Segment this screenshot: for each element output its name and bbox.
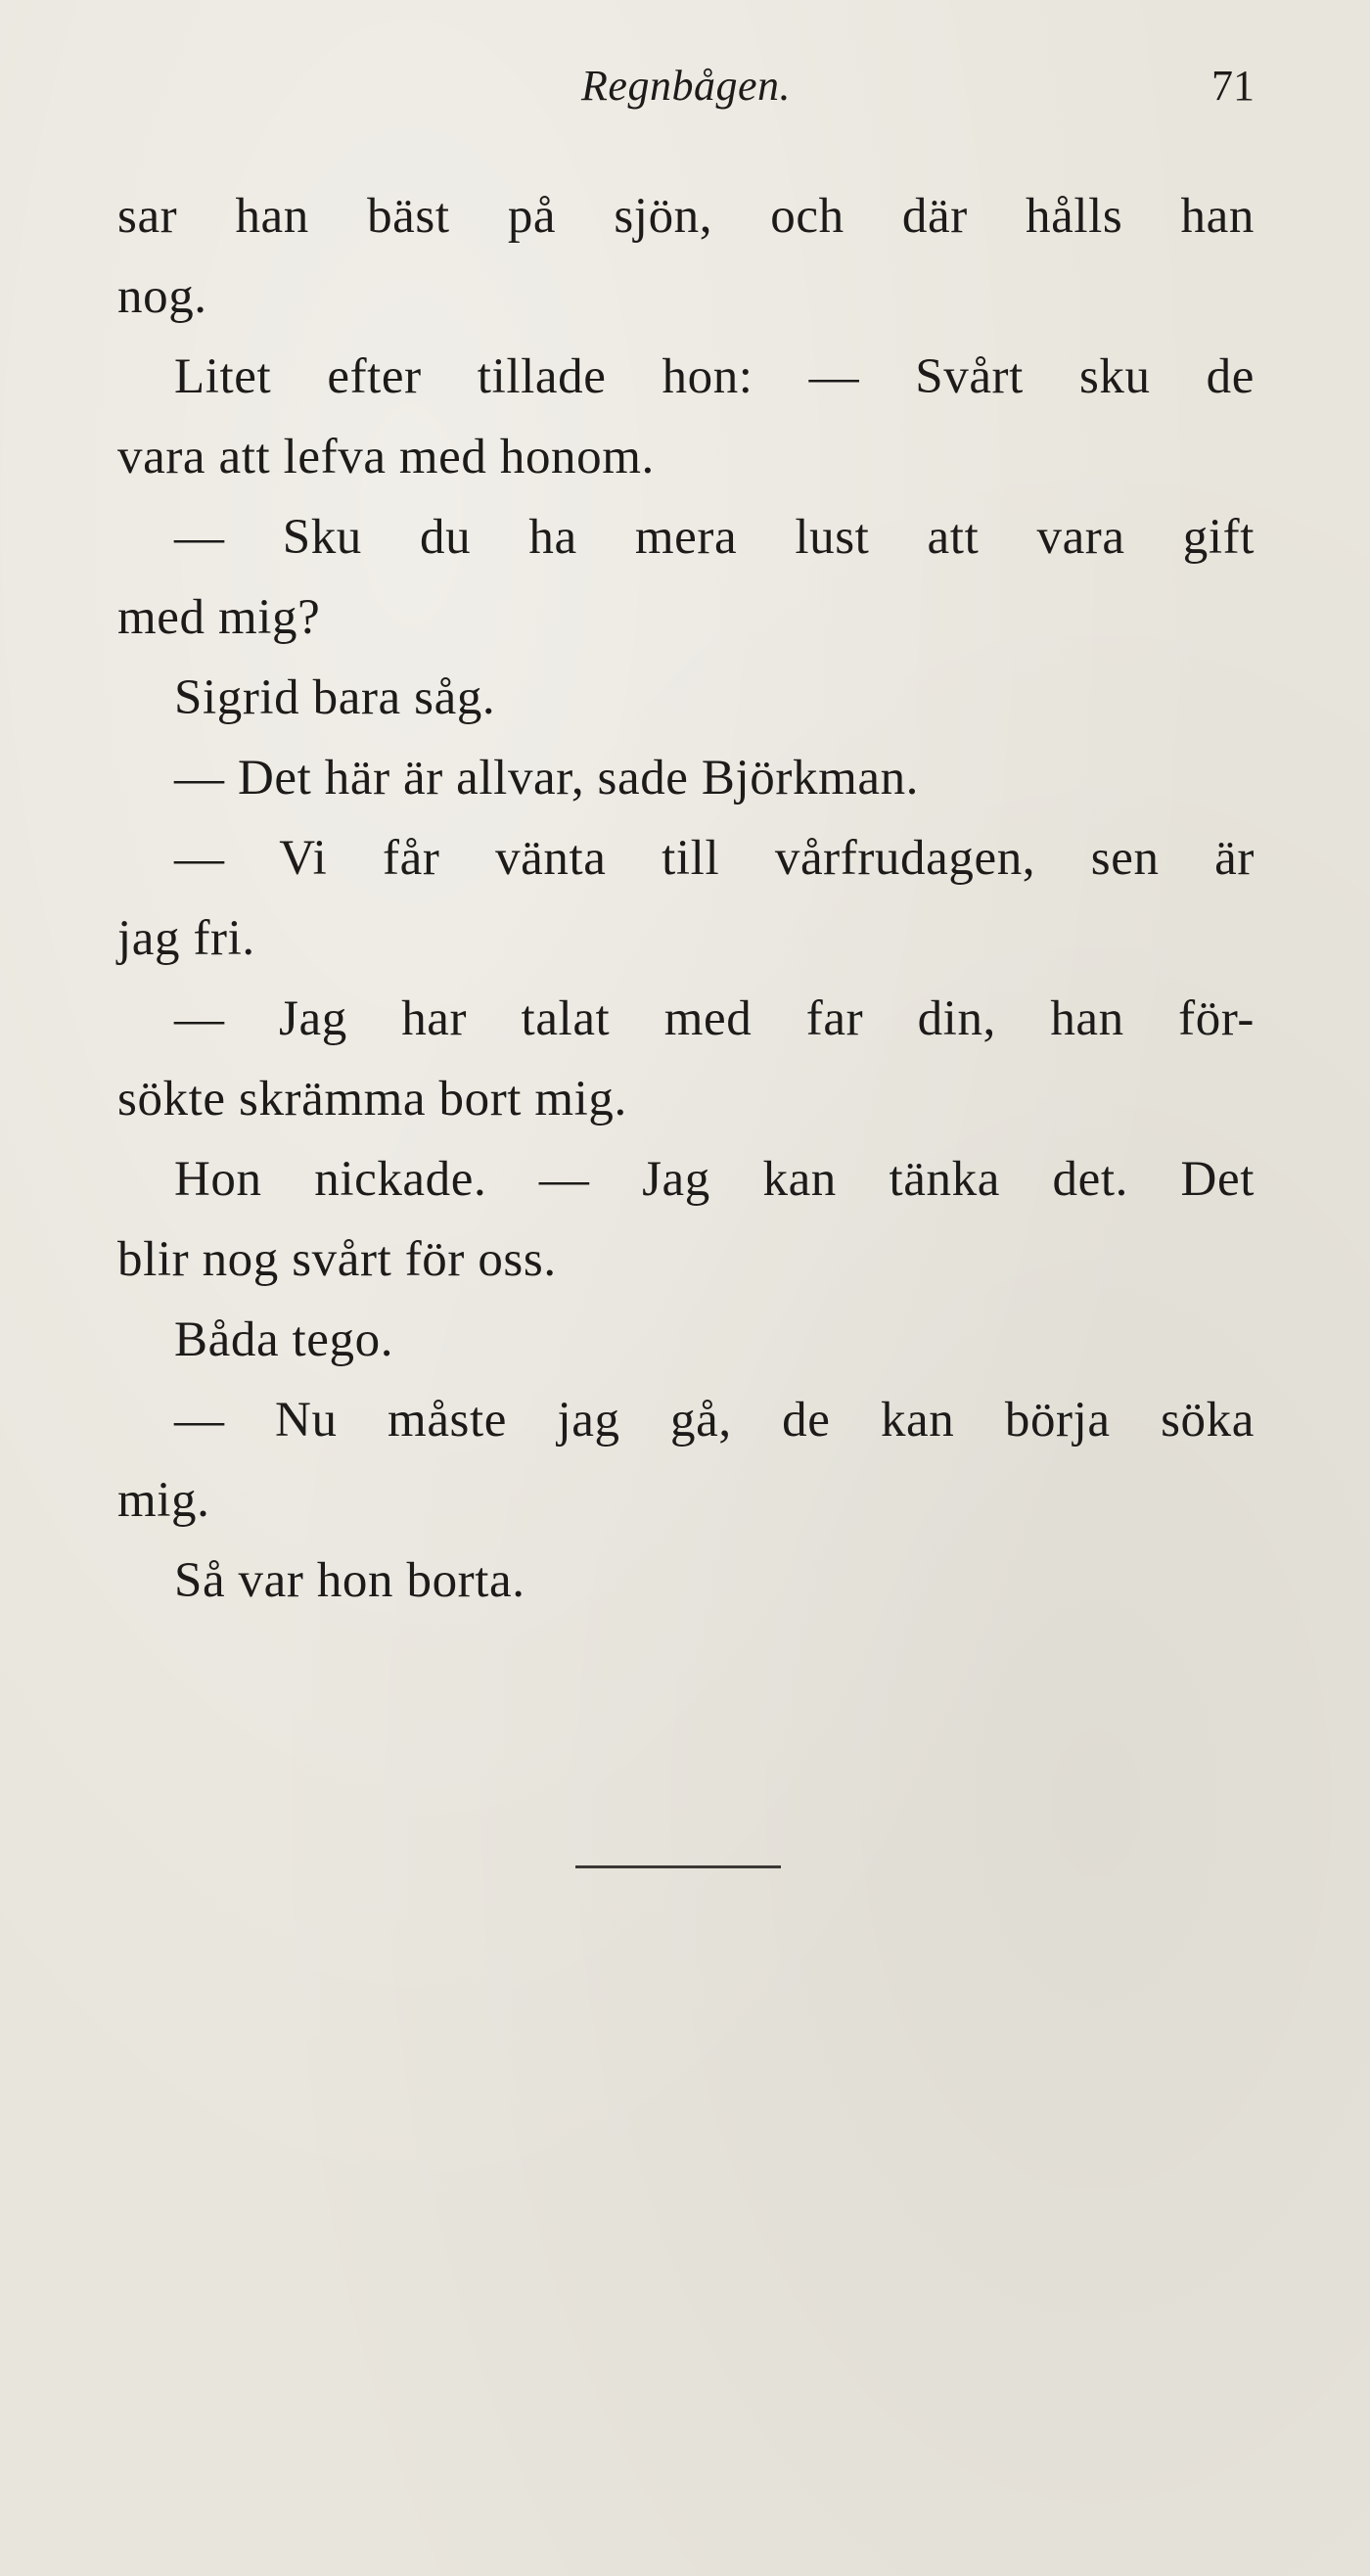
text-line: — Jag har talat med far din, han för- <box>174 991 1255 1046</box>
text-line: — Nu måste jag gå, de kan börja söka <box>174 1393 1255 1448</box>
text-line: med mig? <box>117 590 321 645</box>
text-line: Litet efter tillade hon: — Svårt sku de <box>174 349 1255 404</box>
text-line: sar han bäst på sjön, och där hålls han <box>117 189 1255 244</box>
text-line: blir nog svårt för oss. <box>117 1232 557 1287</box>
text-line: — Sku du ha mera lust att vara gift <box>174 510 1255 565</box>
page-header <box>117 61 1255 129</box>
text-line: nog. <box>117 269 207 324</box>
text-line: — Det här är allvar, sade Björkman. <box>174 751 920 805</box>
text-line: jag fri. <box>117 911 255 966</box>
text-line: Så var hon borta. <box>174 1553 525 1608</box>
text-line: Hon nickade. — Jag kan tänka det. Det <box>174 1152 1255 1207</box>
section-divider-rule <box>575 1865 781 1868</box>
text-line: mig. <box>117 1473 210 1528</box>
text-line: vara att lefva med honom. <box>117 430 655 484</box>
body-text <box>117 176 1255 1621</box>
text-line: Båda tego. <box>174 1312 394 1367</box>
text-line: sökte skrämma bort mig. <box>117 1072 627 1127</box>
text-line: Sigrid bara såg. <box>174 670 496 725</box>
running-title: Regnbågen. <box>581 62 791 110</box>
text-line: — Vi får vänta till vårfrudagen, sen är <box>174 831 1255 886</box>
page-number: 71 <box>1211 62 1255 110</box>
